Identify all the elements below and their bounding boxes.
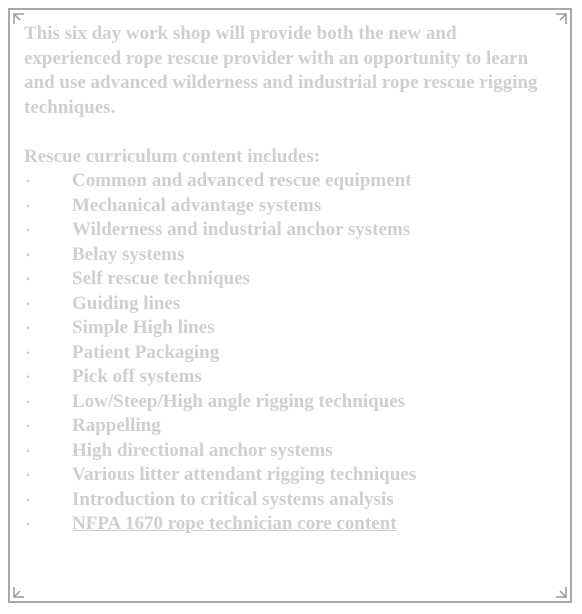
list-item: • Rappelling — [24, 414, 554, 439]
corner-handle-top-right[interactable] — [555, 13, 567, 25]
list-item: • Mechanical advantage systems — [24, 194, 554, 219]
corner-handle-bottom-right[interactable] — [555, 586, 567, 598]
bullet-icon: • — [26, 198, 31, 213]
list-item: • Common and advanced rescue equipment — [24, 169, 554, 194]
list-item: • Introduction to critical systems analysis — [24, 488, 554, 513]
bullet-icon: • — [26, 174, 31, 188]
list-item: • High directional anchor systems — [24, 439, 554, 464]
nfpa-1670-link[interactable]: NFPA 1670 rope technician core content — [72, 513, 397, 534]
corner-handle-bottom-left[interactable] — [13, 586, 25, 598]
list-item: • Simple High lines — [24, 316, 554, 341]
bullet-icon: • — [26, 345, 31, 360]
list-item: • Guiding lines — [24, 292, 554, 317]
bullet-icon: • — [26, 370, 31, 384]
list-item: • Pick off systems — [24, 365, 554, 390]
bullet-icon: • — [26, 468, 31, 482]
list-item: • Patient Packaging — [24, 341, 554, 366]
intro-paragraph: This six day work shop will provide both the new and experienced rope rescue provider with an opportunity to learn and use advanced wilderness and industrial rope rescue rigging techniques. — [24, 23, 538, 118]
bullet-icon: • — [26, 419, 31, 433]
list-item — [24, 512, 554, 537]
bullet-icon: • — [26, 492, 31, 507]
bullet-icon: • — [26, 443, 31, 458]
list-item: • Wilderness and industrial anchor systems — [24, 218, 554, 243]
bullet-icon: • — [26, 296, 31, 311]
list-item: • Low/Steep/High angle rigging techniques — [24, 390, 554, 415]
bullet-icon: • — [26, 321, 31, 335]
bullet-icon: • — [26, 517, 31, 531]
curriculum-heading: Rescue curriculum content includes: — [24, 145, 321, 167]
bullet-icon: • — [26, 247, 31, 262]
bullet-icon: • — [26, 272, 31, 286]
bullet-icon: • — [26, 394, 31, 409]
list-item: • Various litter attendant rigging techniques — [24, 463, 554, 488]
list-item: • Self rescue techniques — [24, 267, 554, 292]
course-description — [24, 22, 554, 537]
list-item: • Belay systems — [24, 243, 554, 268]
bullet-icon: • — [26, 223, 31, 237]
curriculum-list — [24, 169, 554, 537]
